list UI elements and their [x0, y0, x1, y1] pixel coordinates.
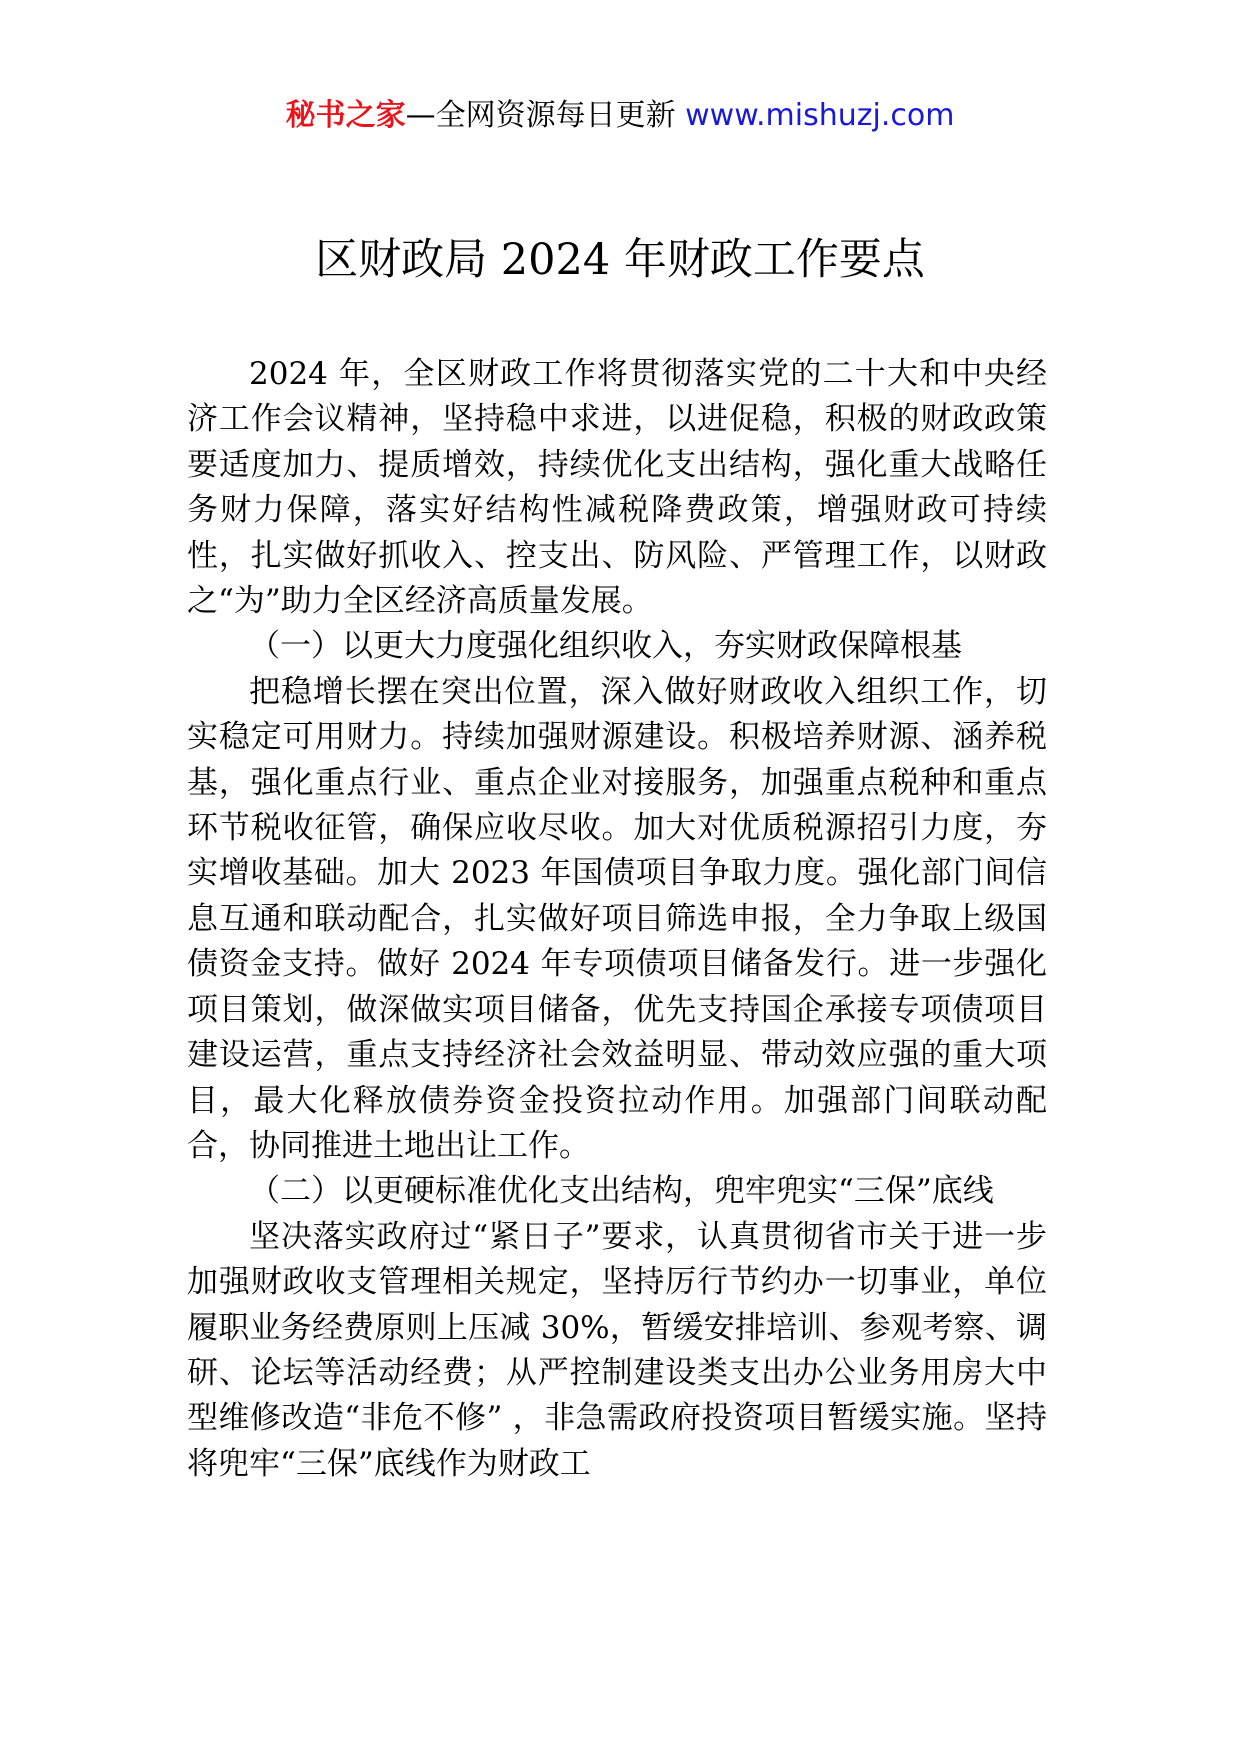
- brand-name: 秘书之家: [285, 98, 406, 133]
- section-heading-1: （一）以更大力度强化组织收入，夯实财政保障根基: [249, 628, 962, 665]
- section-paragraph-1: 把稳增长摆在突出位置，深入做好财政收入组织工作，切实稳定可用财力。持续加强财源建设。积极培养财源、涵养税基，强化重点行业、重点企业对接服务，加强重点税种和重点环节税收征管，确保应收尽收。加大对优质税源招引力度，夯实增收基础。加大 2023 年国债项目争取力度。强化部门间信息互通和联动配合，扎实做好项目筛选申报，全力争取上级国债资金支持。做好 2024 年专项债项目储备发行。进一步强化项目策划，做深做实项目储备，优先支持国企承接专项债项目建设运营，重点支持经济社会效益明显、带动效应强的重大项目，最大化释放债券资金投资拉动作用。加强部门间联动配合，协同推进土地出让工作。: [187, 673, 1047, 1164]
- site-banner: [0, 96, 1240, 136]
- banner-slogan: —全网资源每日更新: [405, 98, 686, 133]
- document-body: [187, 352, 1047, 1487]
- intro-paragraph: 2024 年，全区财政工作将贯彻落实党的二十大和中央经济工作会议精神，坚持稳中求进，以进促稳，积极的财政政策要适度加力、提质增效，持续优化支出结构，强化重大战略任务财力保障，落实好结构性减税降费政策，增强财政可持续性，扎实做好抓收入、控支出、防风险、严管理工作，以财政之“为”助力全区经济高质量发展。: [187, 356, 1047, 620]
- section-paragraph-2: 坚决落实政府过“紧日子”要求，认真贯彻省市关于进一步加强财政收支管理相关规定，坚持厉行节约办一切事业，单位履职业务经费原则上压减 30%，暂缓安排培训、参观考察、调研、论坛等活动经费；从严控制建设类支出办公业务用房大中型维修改造“非危不修” ，非急需政府投资项目暂缓实施。坚持将兜牢“三保”底线作为财政工: [187, 1218, 1047, 1482]
- section-heading-2: （二）以更硬标准优化支出结构，兜牢兜实“三保”底线: [249, 1173, 994, 1210]
- site-url-link[interactable]: www.mishuzj.com: [685, 98, 955, 133]
- document-title: 区财政局 2024 年财政工作要点: [315, 235, 925, 285]
